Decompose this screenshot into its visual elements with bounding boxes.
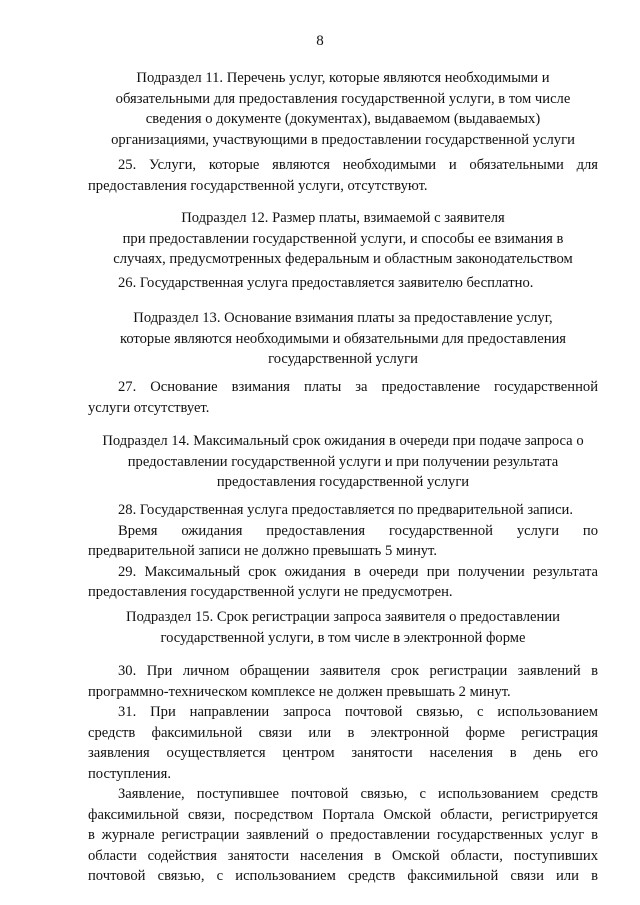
subsection-12-heading: [88, 208, 598, 270]
heading-line: сведения о документе (документах), выдаваемом (выдаваемых): [145, 111, 541, 127]
subsection-14-heading: [88, 431, 598, 493]
paragraph-line: 27. Основание взимания платы за предоставление государственной: [118, 379, 598, 395]
paragraph-line: услуги отсутствует.: [88, 399, 210, 416]
heading-line: при предоставлении государственной услуги, и способы ее взимания в: [122, 230, 564, 247]
subsection-11-heading: [88, 68, 598, 150]
paragraphs-30-31: [88, 661, 598, 887]
heading-line: предоставлении государственной услуги и при получении результата: [127, 453, 559, 470]
heading-line: предоставления государственной услуги: [216, 474, 470, 490]
heading-line: Подраздел 13. Основание взимания платы за предоставление услуг,: [133, 310, 553, 326]
paragraph-line: 25. Услуги, которые являются необходимыми и обязательными для: [118, 157, 598, 173]
paragraph-line: в журнале регистрации заявлений о предоставлении государственных услуг в: [88, 827, 598, 843]
paragraph-line: предоставления государственной услуги не предусмотрен.: [88, 584, 453, 600]
paragraph-line: 30. При личном обращении заявителя срок регистрации заявлений в: [118, 663, 598, 679]
paragraph-line: 31. При направлении запроса почтовой связью, с использованием: [118, 704, 598, 720]
heading-line: обязательными для предоставления государственной услуги, в том числе: [115, 90, 571, 107]
heading-line: организациями, участвующими в предоставлении государственной услуги: [111, 131, 575, 148]
heading-line: Подраздел 14. Максимальный срок ожидания в очереди при подаче запроса о: [102, 433, 584, 449]
page-number: 8: [316, 33, 324, 49]
paragraph-line: программно-техническом комплексе не должен превышать 2 минут.: [88, 683, 511, 700]
paragraph-line: области содействия занятости населения в Омской области, поступивших: [88, 847, 598, 864]
paragraph-line: поступления.: [88, 765, 171, 782]
paragraph-line: Время ожидания предоставления государственной услуги по: [118, 522, 598, 539]
paragraph-line: факсимильной связи, посредством Портала Омской области, регистрируется: [88, 806, 598, 823]
subsection-13-heading: [88, 308, 598, 370]
subsection-15-heading: [88, 607, 598, 648]
heading-line: Подраздел 15. Срок регистрации запроса заявителя о предоставлении: [126, 609, 560, 625]
paragraph-25: [88, 155, 598, 196]
heading-line: которые являются необходимыми и обязательными для предоставления: [119, 330, 567, 347]
paragraph-line: заявления осуществляется центром занятости населения в день его: [88, 745, 598, 761]
paragraph-line: 28. Государственная услуга предоставляется по предварительной записи.: [118, 502, 573, 518]
heading-line: случаях, предусмотренных федеральным и областным законодательством: [113, 251, 573, 267]
paragraph-27: [88, 377, 598, 418]
paragraph-line: почтовой связью, с использованием средств факсимильной связи или в: [88, 868, 598, 884]
paragraph-line: предоставления государственной услуги, отсутствуют.: [88, 177, 428, 194]
paragraph-line: 26. Государственная услуга предоставляется заявителю бесплатно.: [118, 275, 534, 291]
paragraph-26: [88, 273, 598, 294]
paragraph-line: 29. Максимальный срок ожидания в очереди при получении результата: [118, 563, 598, 580]
heading-line: Подраздел 12. Размер платы, взимаемой с заявителя: [181, 210, 505, 226]
paragraph-line: предварительной записи не должно превышать 5 минут.: [88, 543, 437, 559]
heading-line: государственной услуги, в том числе в электронной форме: [160, 629, 526, 646]
heading-line: Подраздел 11. Перечень услуг, которые являются необходимыми и: [136, 70, 550, 86]
paragraph-line: Заявление, поступившее почтовой связью, с использованием средств: [118, 786, 598, 802]
paragraphs-28-29: [88, 500, 598, 603]
heading-line: государственной услуги: [268, 351, 418, 367]
paragraph-line: средств факсимильной связи или в электронной форме регистрация: [88, 724, 598, 741]
